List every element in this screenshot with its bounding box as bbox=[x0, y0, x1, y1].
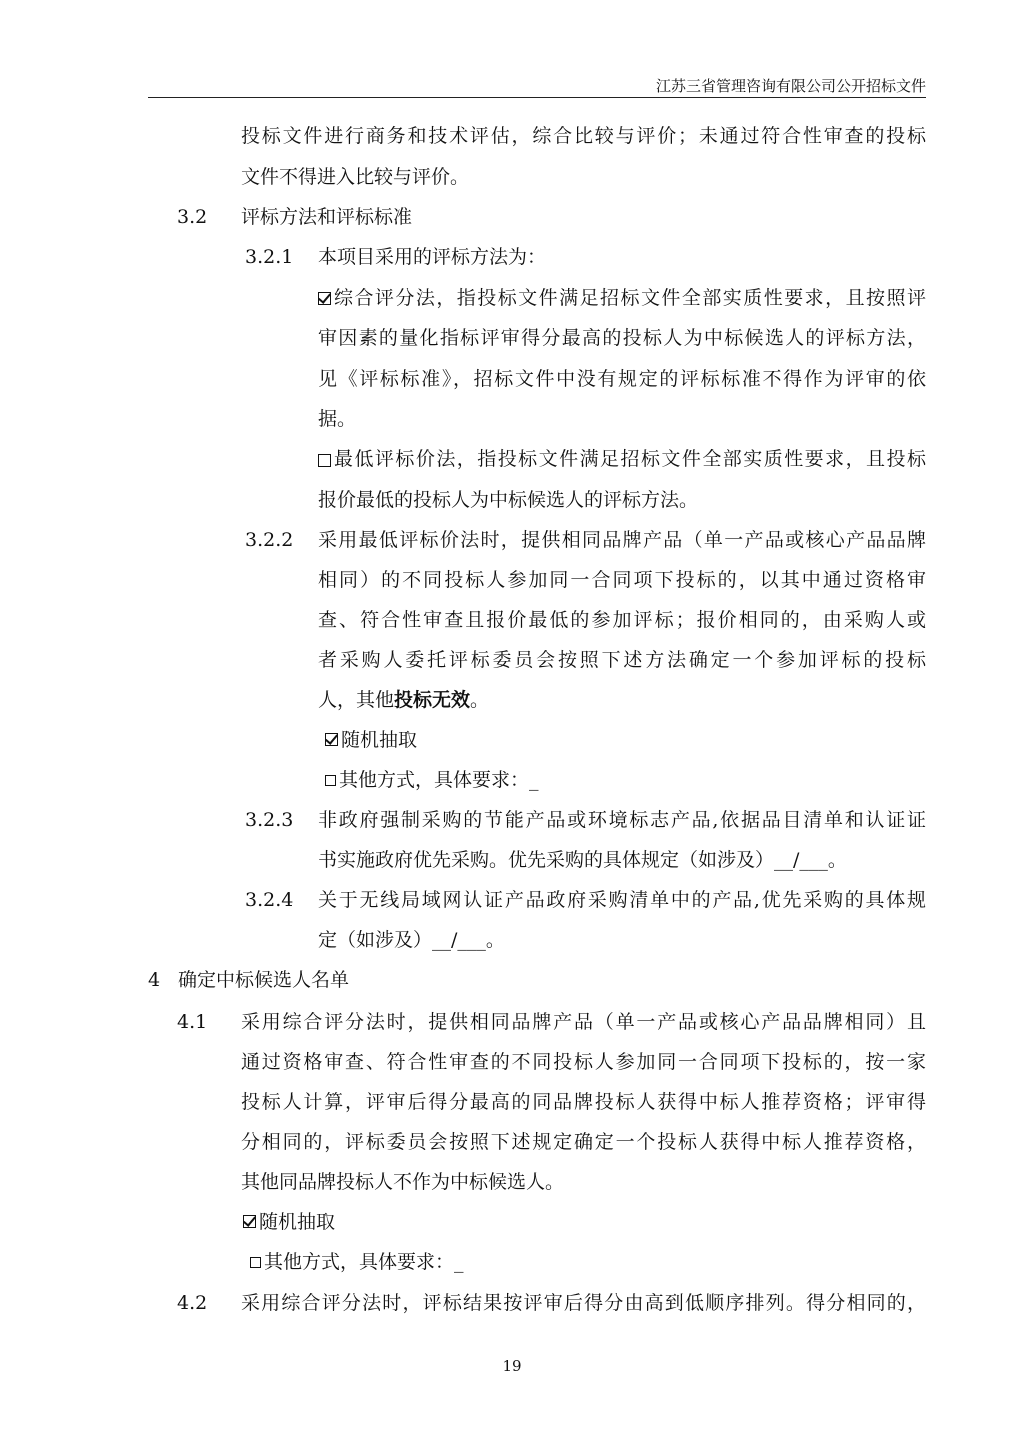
section-4-1-line-4: 分相同的，评标委员会按照下述规定确定一个投标人获得中标人推荐资格， bbox=[241, 1131, 926, 1153]
section-3-2-3-line-2: 书实施政府优先采购。优先采购的具体规定（如涉及）__/___。 bbox=[318, 849, 847, 871]
option-lowest-line-2: 报价最低的投标人为中标候选人的评标方法。 bbox=[318, 489, 699, 511]
section-3-2-4-line-2: 定（如涉及）__/___。 bbox=[318, 929, 505, 951]
section-4-1-line-2: 通过资格审查、符合性审查的不同投标人参加同一合同项下投标的，按一家 bbox=[241, 1051, 926, 1073]
unchecked-box-icon[interactable] bbox=[318, 454, 331, 467]
section-3-2-2-line-1: 采用最低评标价法时，提供相同品牌产品（单一产品或核心产品品牌 bbox=[318, 529, 926, 551]
header-rule bbox=[148, 97, 926, 98]
section-3-2-1-text: 本项目采用的评标方法为： bbox=[318, 246, 547, 268]
option-comprehensive-line-3: 见《评标标准》，招标文件中没有规定的评标标准不得作为评审的依 bbox=[318, 368, 926, 390]
section-3-2-3-number: 3.2.3 bbox=[245, 809, 294, 831]
section-3-2-number: 3.2 bbox=[177, 206, 208, 228]
option-comprehensive-line-4: 据。 bbox=[318, 408, 357, 430]
line-5-text-a: 人，其他 bbox=[318, 689, 395, 711]
option-comprehensive-text: 综合评分法，指投标文件满足招标文件全部实质性要求，且按照评 bbox=[334, 287, 926, 309]
unchecked-box-icon[interactable] bbox=[325, 775, 336, 786]
intro-line-2: 文件不得进入比较与评价。 bbox=[241, 166, 470, 188]
section-3-2-4-number: 3.2.4 bbox=[245, 889, 294, 911]
option-other-method bbox=[325, 768, 539, 792]
page-number: 19 bbox=[502, 1357, 522, 1375]
section-3-2-4-line-1: 关于无线局域网认证产品政府采购清单中的产品,优先采购的具体规 bbox=[318, 889, 926, 911]
option-random-draw bbox=[325, 728, 417, 752]
section-4-1-line-3: 投标人计算，评审后得分最高的同品牌投标人获得中标人推荐资格；评审得 bbox=[241, 1091, 926, 1113]
option-other-method-4-1 bbox=[250, 1250, 464, 1274]
section-4-1-line-5: 其他同品牌投标人不作为中标候选人。 bbox=[241, 1171, 565, 1193]
option-lowest-text: 最低评标价法，指投标文件满足招标文件全部实质性要求，且投标 bbox=[334, 448, 926, 470]
section-4-2-line-1: 采用综合评分法时，评标结果按评审后得分由高到低顺序排列。得分相同的， bbox=[241, 1292, 926, 1314]
option-random-draw-4-1-label: 随机抽取 bbox=[259, 1211, 336, 1233]
section-3-2-1-number: 3.2.1 bbox=[245, 246, 294, 268]
option-other-method-label: 其他方式，具体要求：_ bbox=[339, 769, 539, 791]
option-other-method-4-1-label: 其他方式，具体要求：_ bbox=[264, 1251, 464, 1273]
document-header: 江苏三省管理咨询有限公司公开招标文件 bbox=[655, 77, 926, 95]
section-3-2-2-line-4: 者采购人委托评标委员会按照下述方法确定一个参加评标的投标 bbox=[318, 649, 926, 671]
section-4-1-line-1: 采用综合评分法时，提供相同品牌产品（单一产品或核心产品品牌相同）且 bbox=[241, 1011, 926, 1033]
section-3-2-2-line-5 bbox=[318, 688, 489, 712]
checked-box-icon[interactable] bbox=[318, 292, 331, 305]
section-3-2-2-number: 3.2.2 bbox=[245, 529, 294, 551]
section-4-number: 4 bbox=[148, 969, 161, 991]
option-random-draw-label: 随机抽取 bbox=[341, 729, 418, 751]
checked-box-icon[interactable] bbox=[325, 733, 338, 746]
option-comprehensive-line-2: 审因素的量化指标评审得分最高的投标人为中标候选人的评标方法， bbox=[318, 327, 926, 349]
section-3-2-title: 评标方法和评标标准 bbox=[241, 206, 413, 228]
line-5-text-c: 。 bbox=[470, 689, 490, 711]
section-4-1-number: 4.1 bbox=[177, 1011, 208, 1033]
unchecked-box-icon[interactable] bbox=[250, 1257, 261, 1268]
section-4-title: 确定中标候选人名单 bbox=[178, 969, 350, 991]
option-random-draw-4-1 bbox=[243, 1210, 335, 1234]
section-3-2-3-line-1: 非政府强制采购的节能产品或环境标志产品,依据品目清单和认证证 bbox=[318, 809, 926, 831]
option-comprehensive-line-1 bbox=[318, 286, 926, 310]
section-4-2-number: 4.2 bbox=[177, 1292, 208, 1314]
intro-line-1: 投标文件进行商务和技术评估，综合比较与评价；未通过符合性审查的投标 bbox=[241, 125, 926, 147]
checked-box-icon[interactable] bbox=[243, 1215, 256, 1228]
section-3-2-2-line-3: 查、符合性审查且报价最低的参加评标；报价相同的，由采购人或 bbox=[318, 609, 926, 631]
section-3-2-2-line-2: 相同）的不同投标人参加同一合同项下投标的，以其中通过资格审 bbox=[318, 569, 926, 591]
option-lowest-line-1 bbox=[318, 447, 926, 471]
bid-invalid-emphasis: 投标无效 bbox=[394, 689, 471, 711]
